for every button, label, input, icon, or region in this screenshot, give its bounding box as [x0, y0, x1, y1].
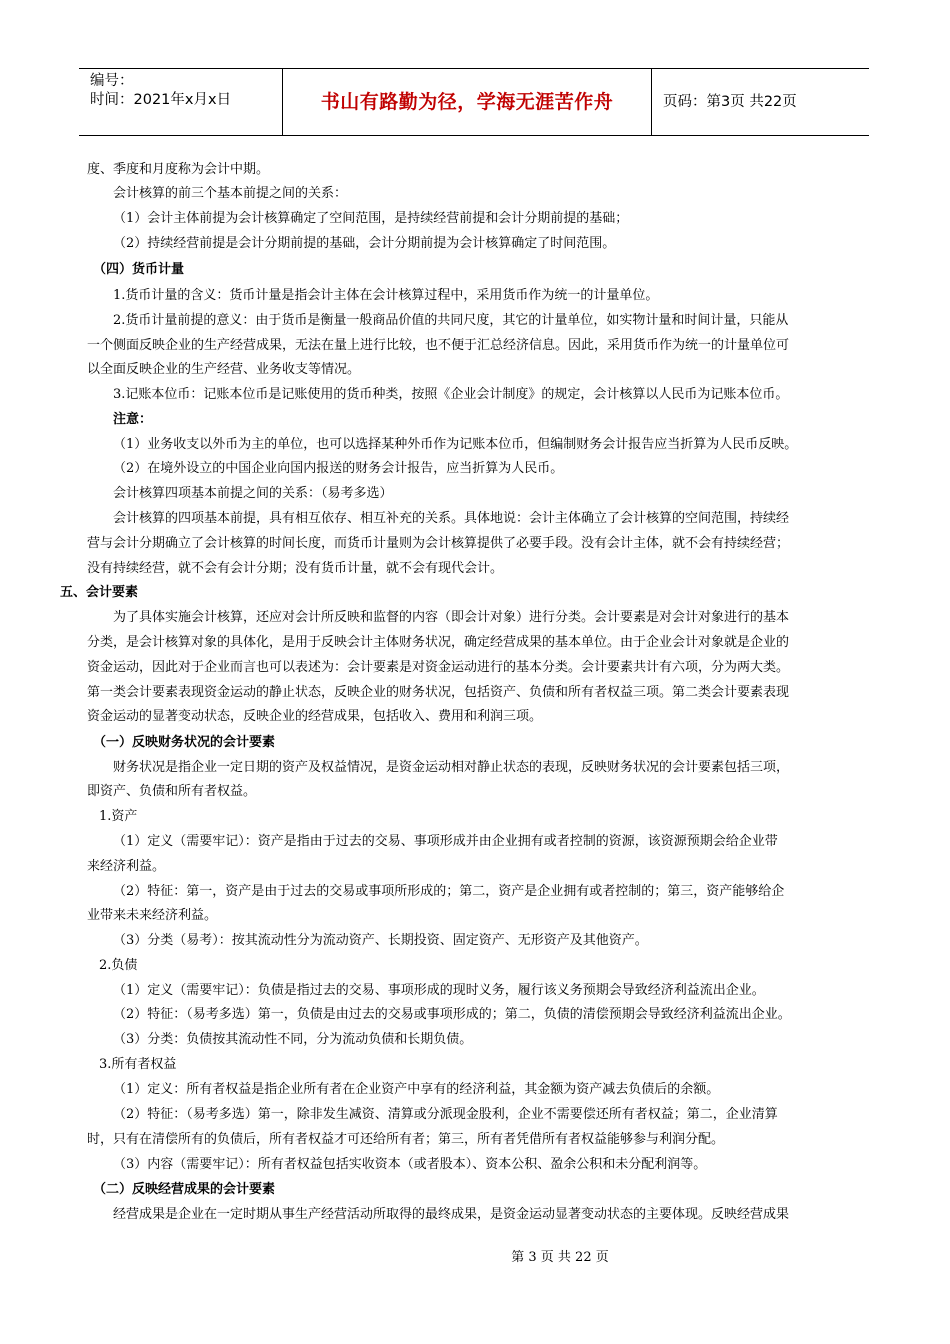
body-line: 第一类会计要素表现资金运动的静止状态，反映企业的财务状况，包括资产、负债和所有者权益三项。第二类会计要素表现: [87, 685, 790, 700]
body-line: （1）会计主体前提为会计核算确定了空间范围，是持续经营前提和会计分期前提的基础；: [113, 211, 629, 226]
subsection-heading: 1.资产: [99, 809, 138, 824]
body-line: 资金运动，因此对于企业而言也可以表述为：会计要素是对资金运动进行的基本分类。会计要素共计有六项，分为两大类。: [87, 660, 790, 675]
body-line: （2）特征：（易考多选）第一，负债是由过去的交易或事项形成的；第二，负债的清偿预期会导致经济利益流出企业。: [113, 1007, 791, 1022]
body-line: 度、季度和月度称为会计中期。: [87, 162, 270, 177]
number-label: 编号：: [90, 73, 134, 89]
page-footer: [0, 1246, 950, 1265]
header-slogan: 书山有路勤为径，学海无涯苦作舟: [283, 69, 652, 135]
body-line: 即资产、负债和所有者权益。: [87, 784, 257, 799]
body-line: 分类，是会计核算对象的具体化，是用于反映会计主体财务状况，确定经营成果的基本单位。由于企业会计对象就是企业的: [87, 635, 790, 650]
page-header: [79, 68, 869, 136]
subsection-heading: 3.所有者权益: [99, 1057, 177, 1072]
body-line: 以全面反映企业的生产经营、业务收支等情况。: [87, 362, 361, 377]
note-label: 注意：: [113, 412, 153, 427]
body-line: 为了具体实施会计核算，还应对会计所反映和监督的内容（即会计对象）进行分类。会计要素是对会计对象进行的基本: [113, 610, 790, 625]
body-line: 1.货币计量的含义：货币计量是指会计主体在会计核算过程中，采用货币作为统一的计量单位。: [113, 288, 659, 303]
body-line: 没有持续经营，就不会有会计分期；没有货币计量，就不会有现代会计。: [87, 561, 504, 576]
footer-page-number: 第 3 页 共 22 页: [511, 1250, 609, 1265]
section-heading: （四）货币计量: [93, 262, 185, 277]
body-line: （1）定义（需要牢记）：资产是指由于过去的交易、事项形成并由企业拥有或者控制的资源，该资源预期会给企业带: [113, 834, 778, 849]
body-line: （1）定义：所有者权益是指企业所有者在企业资产中享有的经济利益，其金额为资产减去负债后的余额。: [113, 1082, 720, 1097]
body-line: （2）持续经营前提是会计分期前提的基础，会计分期前提为会计核算确定了时间范围。: [113, 236, 616, 251]
body-line: 经营成果是企业在一定时期从事生产经营活动所取得的最终成果，是资金运动显著变动状态的主要体现。反映经营成果: [113, 1207, 790, 1222]
body-line: （2）特征：（易考多选）第一，除非发生减资、清算或分派现金股利，企业不需要偿还所有者权益；第二，企业清算: [113, 1107, 778, 1122]
body-line: 会计核算四项基本前提之间的关系：（易考多选）: [113, 486, 393, 501]
body-line: 来经济利益。: [87, 859, 166, 874]
header-info: [79, 69, 283, 135]
body-line: （3）分类（易考）：按其流动性分为流动资产、长期投资、固定资产、无形资产及其他资产。: [113, 933, 648, 948]
subsection-heading: 2.负债: [99, 958, 138, 973]
body-line: 会计核算的前三个基本前提之间的关系：: [113, 186, 348, 201]
body-line: 3.记账本位币：记账本位币是记账使用的货币种类，按照《企业会计制度》的规定，会计核算以人民币为记账本位币。: [113, 387, 789, 402]
body-line: 一个侧面反映企业的生产经营成果，无法在量上进行比较，也不便于汇总经济信息。因此，采用货币作为统一的计量单位可: [87, 338, 790, 353]
time-label: 时间：2021年x月x日: [90, 92, 232, 108]
body-line: （1）业务收支以外币为主的单位，也可以选择某种外币作为记账本位币，但编制财务会计报告应当折算为人民币反映。: [113, 437, 798, 452]
body-line: （3）内容（需要牢记）：所有者权益包括实收资本（或者股本）、资本公积、盈余公积和未分配利润等。: [113, 1157, 707, 1172]
body-line: （3）分类：负债按其流动性不同，分为流动负债和长期负债。: [113, 1032, 473, 1047]
body-line: 业带来未来经济利益。: [87, 908, 218, 923]
section-heading: （一）反映财务状况的会计要素: [93, 735, 276, 750]
body-line: （2）特征：第一，资产是由于过去的交易或事项所形成的；第二，资产是企业拥有或者控制的；第三，资产能够给企: [113, 884, 785, 899]
body-line: （2）在境外设立的中国企业向国内报送的财务会计报告，应当折算为人民币。: [113, 461, 564, 476]
body-line: 时，只有在清偿所有的负债后，所有者权益才可还给所有者；第三，所有者凭借所有者权益能够参与利润分配。: [87, 1132, 725, 1147]
body-line: （1）定义（需要牢记）：负债是指过去的交易、事项形成的现时义务，履行该义务预期会导致经济利益流出企业。: [113, 983, 765, 998]
section-heading: （二）反映经营成果的会计要素: [93, 1182, 276, 1197]
body-line: 营与会计分期确立了会计核算的时间长度，而货币计量则为会计核算提供了必要手段。没有会计主体，就不会有持续经营；: [87, 536, 790, 551]
body-line: 财务状况是指企业一定日期的资产及权益情况，是资金运动相对静止状态的表现，反映财务状况的会计要素包括三项，: [113, 760, 790, 775]
header-page-label: 页码：第3页 共22页: [663, 94, 797, 110]
body-line: 会计核算的四项基本前提，具有相互依存、相互补充的关系。具体地说：会计主体确立了会计核算的空间范围，持续经: [113, 511, 790, 526]
section-heading: 五、会计要素: [60, 585, 139, 600]
body-line: 资金运动的显著变动状态，反映企业的经营成果，包括收入、费用和利润三项。: [87, 709, 543, 724]
body-line: 2.货币计量前提的意义：由于货币是衡量一般商品价值的共同尺度，其它的计量单位，如实物计量和时间计量，只能从: [113, 313, 789, 328]
